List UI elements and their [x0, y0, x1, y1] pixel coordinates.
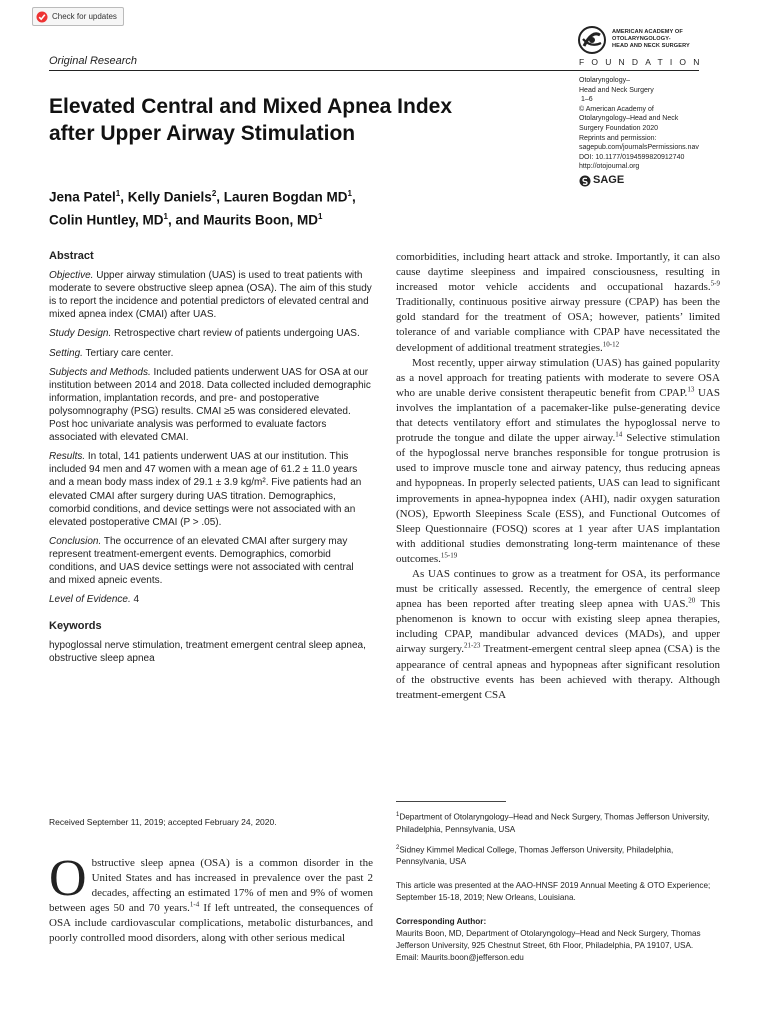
citation-ref[interactable]: 13: [687, 385, 695, 394]
author-name[interactable]: Kelly Daniels: [127, 189, 212, 205]
check-updates-label: Check for updates: [52, 12, 117, 21]
logo-line-3: HEAD AND NECK SURGERY: [612, 43, 690, 49]
objective-label: Objective.: [49, 270, 94, 282]
introduction-start: [49, 850, 373, 947]
journal-name-1: Otolaryngology–: [579, 77, 630, 84]
citation-ref[interactable]: 5-9: [710, 279, 720, 288]
p2-text-c: Selective stimulation of the hypoglossal nerve branches responsible for tongue protrusion is used to improve muscle tone and airway patency, thus reducing apneas and hypopneas. In properly selected patients, UAS can lead to significant improvements in apnea-hypopnea index (AHI), nadir oxygen saturation (NOS), Epworth Sleepiness Scale (ESS), and Functional Outcomes of Sleep Questionnaire (FOSQ) scores at 1 year after UAS implantation with additional studies demonstrating long-term maintenance of these outcomes.: [396, 432, 720, 565]
p3-text-a: As UAS continues to grow as a treatment for OSA, its performance must be critically assessed. Recently, the emergence of central sleep apnea has been reported after treating sleep apnea with UAS.: [396, 567, 720, 611]
crossmark-icon: [36, 11, 48, 23]
design-text: Retrospective chart review of patients undergoing UAS.: [114, 328, 360, 340]
affiliation-sup: 1: [115, 189, 121, 198]
body-text-column: [396, 250, 720, 703]
p2-text-a: Most recently, upper airway stimulation (UAS) has gained popularity as a novel approach for treating patients with moderate to severe OSA who are unable derive consistent therapeutic benefit from CPAP.: [396, 356, 720, 399]
affiliation-2-text: Sidney Kimmel Medical College, Thomas Jefferson University, Philadelphia, Pennsylvania, USA: [396, 845, 674, 867]
citation-ref[interactable]: 14: [615, 430, 623, 439]
p3-text-c: Treatment-emergent central sleep apnea (CSA) is the appearance of central apneas and hypopneas after significant resolution of the obstructive events has been achieved with therapy. Although treatment-emergent CSA: [396, 643, 720, 701]
title-line-1: Elevated Central and Mixed Apnea Index: [49, 95, 452, 118]
level-label: Level of Evidence.: [49, 594, 131, 606]
corresponding-author: [396, 916, 720, 964]
copyright-1: © American Academy of: [579, 105, 654, 113]
author-name[interactable]: and Maurits Boon, MD: [175, 212, 318, 227]
copyright-3: Surgery Foundation 2020: [579, 124, 658, 132]
affiliation-2: [396, 842, 720, 869]
doi-link[interactable]: DOI: 10.1177/0194599820912740: [579, 153, 685, 161]
abstract-conclusion: [49, 535, 373, 587]
abstract-setting: [49, 347, 373, 360]
p1-text-b: Traditionally, continuous positive airway pressure (CPAP) has been the gold standard for the treatment of OSA; however, patients’ limited tolerance of and variable compliance with CPAP have necessitated the development of additional treatment strategies.: [396, 296, 720, 354]
citation-ref[interactable]: 10-12: [602, 339, 620, 348]
affiliation-1-text: Department of Otolaryngology–Head and Neck Surgery, Thomas Jefferson University, Philadelphia, Pennsylvania, USA: [396, 812, 710, 834]
aao-hnsf-logo: [578, 26, 708, 66]
level-text: 4: [133, 594, 140, 606]
footnote-sup: 1: [396, 812, 400, 818]
journal-meta: [579, 76, 749, 187]
abstract-level: [49, 593, 373, 606]
article-type: Original Research: [49, 55, 138, 67]
conclusion-text: The occurrence of an elevated CMAI after surgery may represent treatment-emergent events. Demographics, comorbid conditions, and UAS device settings were not associated with central and mixed apneic events.: [49, 535, 354, 587]
objective-text: Upper airway stimulation (UAS) is used to treat patients with moderate to severe obstructive sleep apnea (OSA). The aim of this study is to report the incidence and potential predictors of elevated central and mixed apnea index (CMAI) after UAS.: [49, 270, 372, 321]
citation-ref[interactable]: 20: [688, 596, 696, 605]
affiliation-sup: 1: [347, 189, 352, 198]
footnote-sup: 2: [396, 844, 400, 851]
keywords-heading: Keywords: [49, 620, 102, 633]
methods-label: Subjects and Methods.: [49, 366, 151, 378]
permissions-link[interactable]: sagepub.com/journalsPermissions.nav: [579, 144, 699, 152]
abstract-methods: [49, 366, 373, 445]
title-line-2: after Upper Airway Stimulation: [49, 122, 356, 145]
p3-text-b: This phenomenon is known to occur with existing sleep apnea therapies, including CPAP, mandibular advanced devices (MADs), and upper airway surgery.: [396, 598, 720, 656]
reprints-label: Reprints and permission:: [579, 134, 657, 142]
corresponding-label: Corresponding Author:: [396, 917, 487, 927]
logo-line-2: OTOLARYNGOLOGY-: [612, 36, 671, 42]
author-list: Jena Patel$^1$, Kelly Daniels$^2$, Lauren Bogdan $MD^1$, Colin Huntley, $MD^1$, and Maurits Boon, $MD^1$: [49, 189, 356, 227]
conclusion-label: Conclusion.: [49, 535, 102, 547]
corresponding-email[interactable]: Email: Maurits.boon@jefferson.edu: [396, 953, 524, 963]
author-name[interactable]: Jena Patel: [49, 189, 116, 205]
setting-label: Setting.: [49, 347, 83, 359]
intro-text-1: bstructive sleep apnea (OSA) is a common disorder in the United States and has increased in prevalence over the past 2 decades, affecting an estimated 17% of men and 9% of women between ages 50 and 70 years.: [49, 857, 373, 915]
publisher-name: SAGE: [593, 174, 625, 187]
citation-ref[interactable]: 1-4: [189, 900, 200, 909]
body-paragraph-3: [396, 567, 720, 703]
check-for-updates-button[interactable]: [32, 7, 124, 26]
publisher-logo: [579, 175, 749, 187]
design-label: Study Design.: [49, 328, 112, 340]
header-divider: [49, 70, 699, 71]
abstract-design: [49, 327, 373, 340]
affiliation-sup: 2: [211, 189, 217, 198]
affiliation-sup: 1: [317, 211, 323, 221]
p2-text-b: UAS involves the implantation of a pacemaker-like pulse-generating device that detects ventilatory effort and stimulates the hypoglossal nerve to protrude the tongue and dilate the upper airway.: [396, 386, 720, 445]
abstract-heading: Abstract: [49, 250, 94, 262]
abstract-results: [49, 450, 373, 529]
logo-line-1: AMERICAN ACADEMY OF: [612, 29, 683, 35]
drop-cap: O: [49, 850, 87, 907]
abstract-section: [49, 250, 373, 672]
author-name[interactable]: Lauren Bogdan MD: [223, 189, 348, 205]
received-dates: Received September 11, 2019; accepted February 24, 2020.: [49, 817, 277, 827]
p1-text-a: comorbidities, including heart attack and stroke. Importantly, it can also cause daytime sleepiness and impaired consciousness, resulting in increased motor vehicle accidents and occupational hazards.: [396, 251, 720, 294]
footnote-divider: [396, 801, 506, 802]
methods-text: Included patients underwent UAS for OSA at our institution between 2014 and 2018. Data collected included demographic information, implantation records, and pre- and postoperative polysomnography (PSG) results. CMAI ≥5 was considered elevated. Post hoc univariate analysis was performed to evaluate factors associated with elevated CMAI.: [49, 366, 371, 444]
article-title: [49, 93, 569, 147]
journal-url[interactable]: http://otojournal.org: [579, 163, 640, 171]
affiliation-sup: 1: [163, 211, 168, 221]
citation-ref[interactable]: 21-23: [464, 641, 481, 650]
sage-icon: [579, 175, 591, 187]
results-label: Results.: [49, 451, 86, 463]
footnotes: [396, 809, 720, 970]
intro-text-2: If left untreated, the consequences of OSA include cardiovascular complications, metabolic disturbances, and poorly controlled mood disorders, along with other serious medical: [49, 902, 373, 945]
copyright-2: Otolaryngology–Head and Neck: [579, 115, 679, 123]
page-range: 1–6: [581, 96, 593, 104]
setting-text: Tertiary care center.: [85, 347, 174, 359]
body-paragraph-2: [396, 356, 720, 567]
globe-logo-icon: [578, 26, 606, 54]
logo-foundation: FOUNDATION: [579, 57, 707, 67]
citation-ref[interactable]: 15-19: [440, 551, 458, 560]
keywords-text: hypoglossal nerve stimulation, treatment emergent central sleep apnea, obstructive sleep apnea: [49, 640, 366, 665]
affiliation-1: [396, 809, 720, 836]
body-paragraph-1: [396, 250, 720, 356]
results-text: In total, 141 patients underwent UAS at our institution. This included 94 men and 47 women with a mean age of 61.2 ± 11.0 years and a mean body mass index of 29.1 ± 3.9 kg/m². Five patients had an elevated CMAI after surgery during UAS titration. Demographics, comorbid conditions, and device settings were not associated with an elevated postoperative CMAI (P > .05).: [49, 451, 362, 528]
corresponding-text: Maurits Boon, MD, Department of Otolaryngology–Head and Neck Surgery, Thomas Jefferson University, 925 Chestnut Street, 6th Floor, Philadelphia, PA 19107, USA.: [396, 929, 701, 951]
presentation-note: This article was presented at the AAO-HNSF 2019 Annual Meeting & OTO Experience; September 15-18, 2019; New Orleans, Louisiana.: [396, 881, 711, 903]
author-name[interactable]: Colin Huntley, MD: [49, 212, 164, 227]
abstract-objective: [49, 269, 373, 321]
journal-name-2: Head and Neck Surgery: [579, 86, 654, 94]
